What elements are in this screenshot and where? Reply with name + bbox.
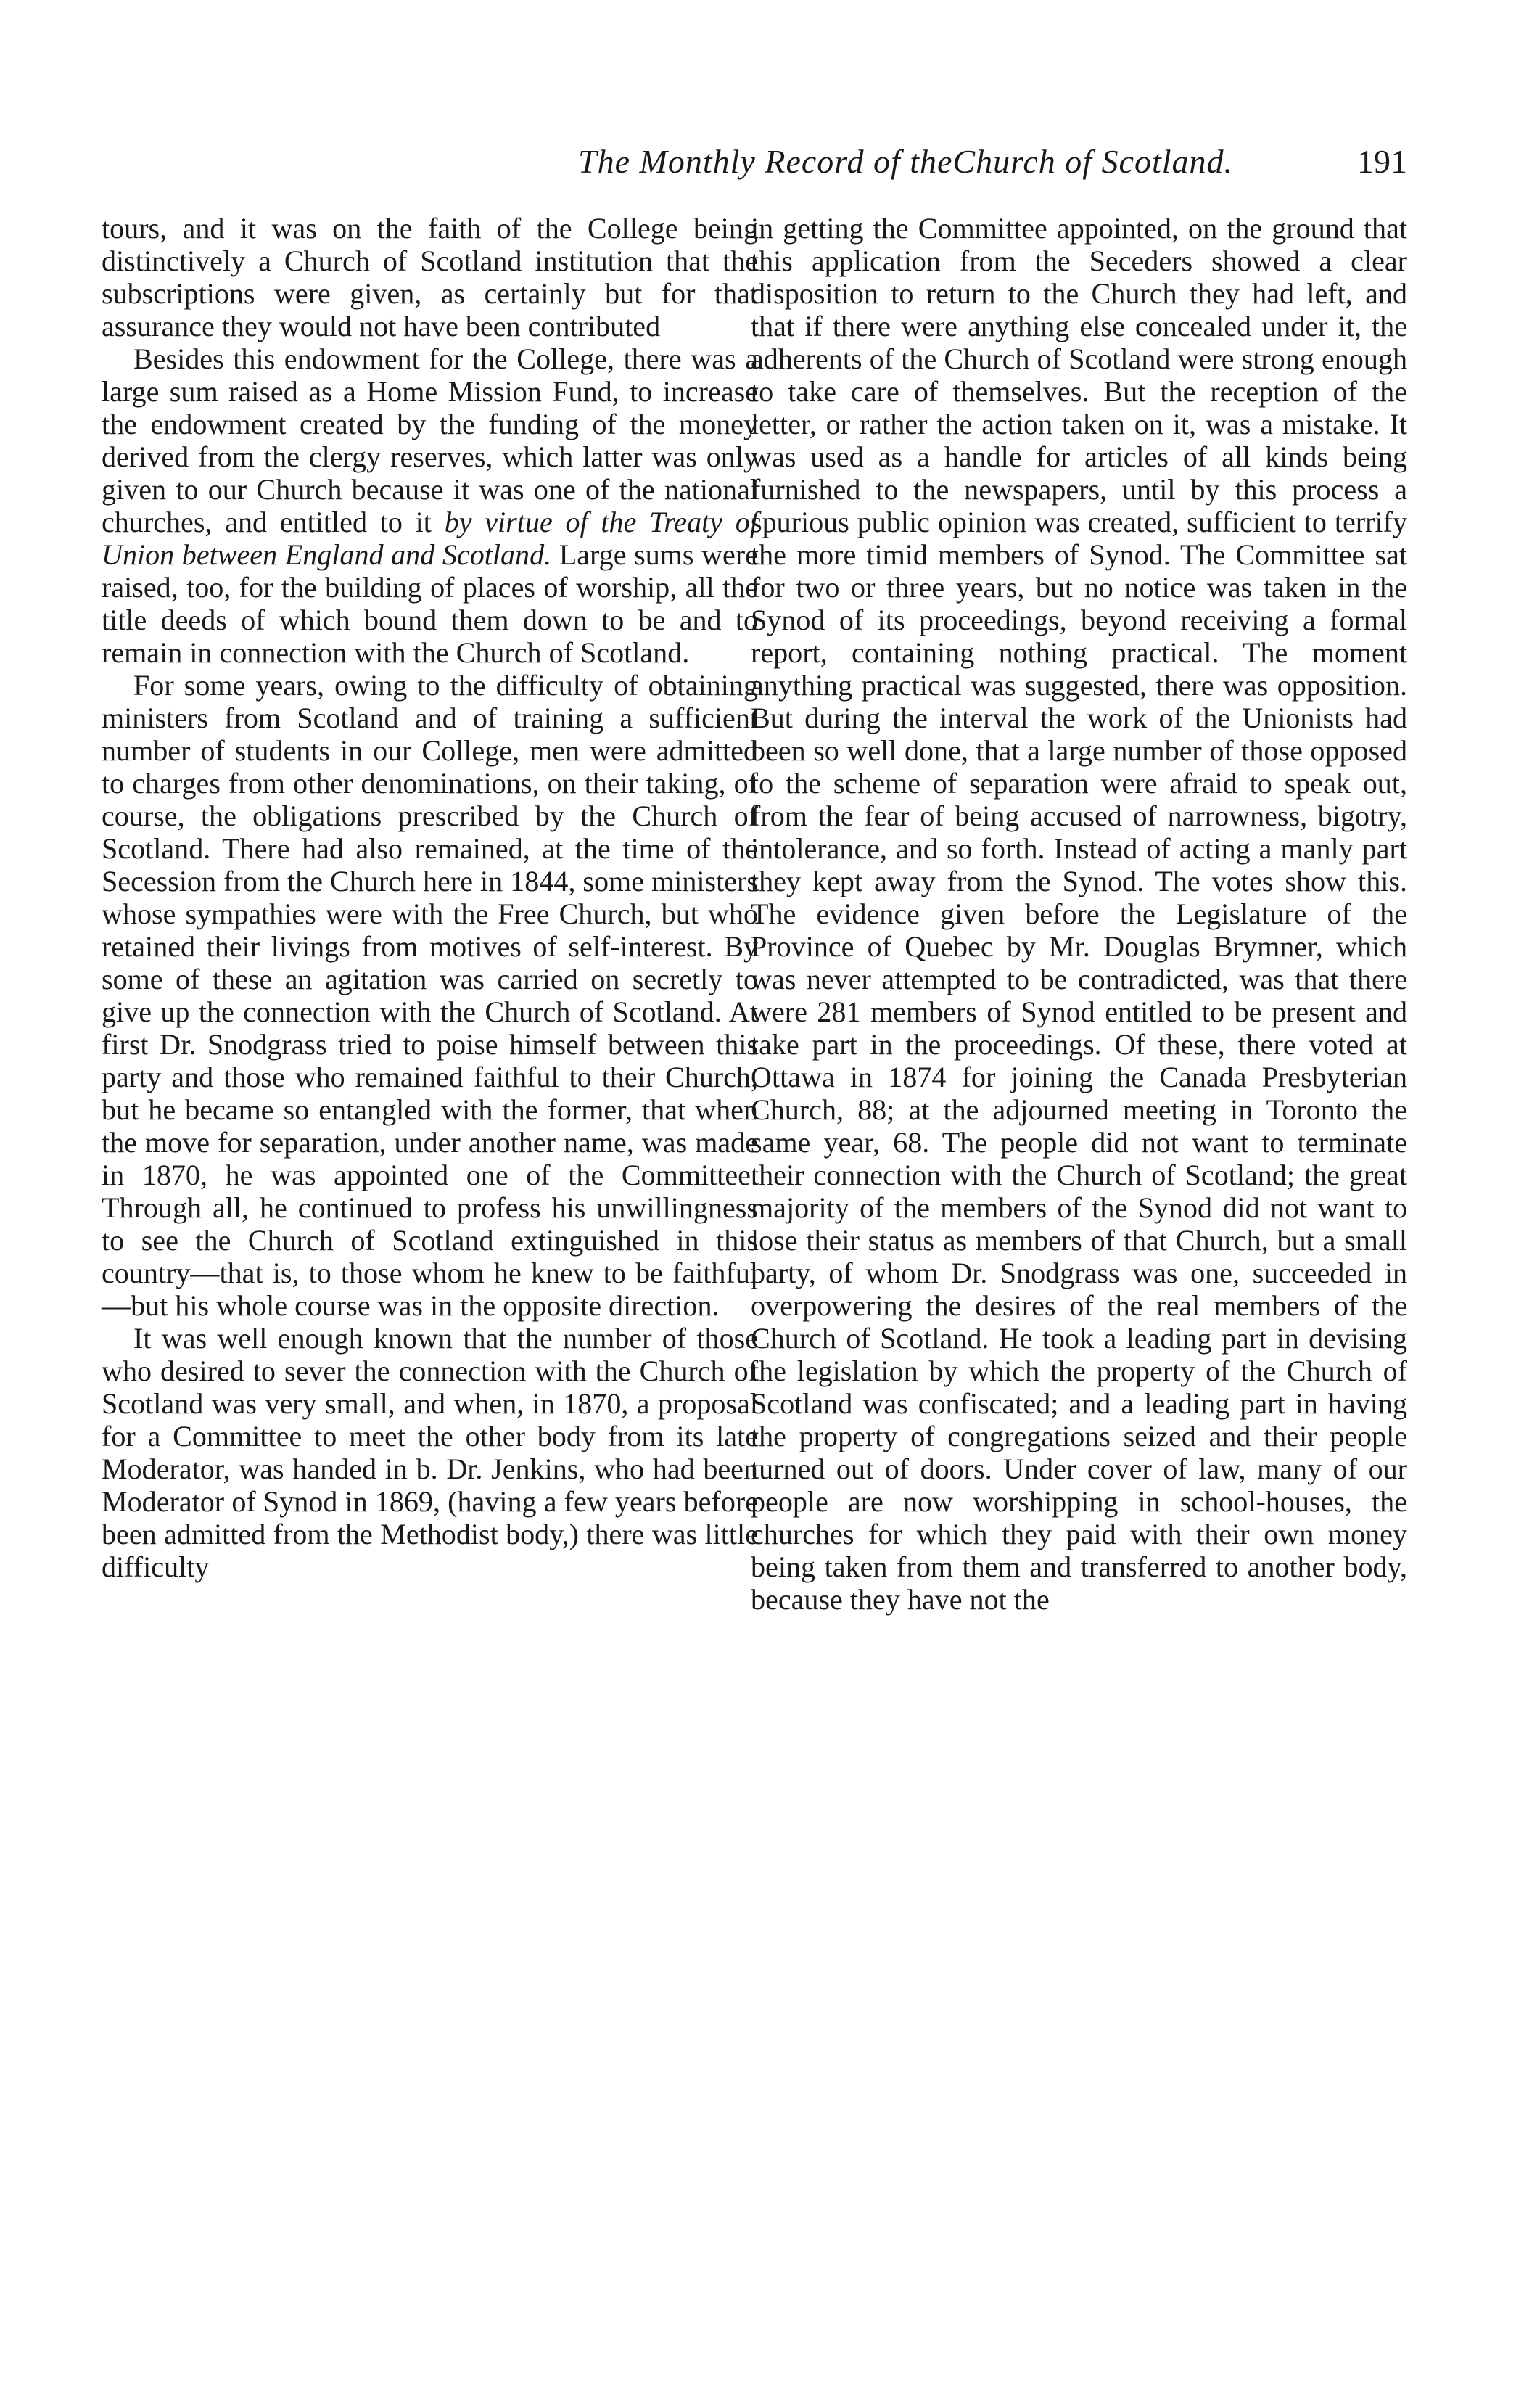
running-title: The Monthly Record of theChurch of Scotland. bbox=[578, 143, 1233, 180]
left-column bbox=[102, 212, 758, 1583]
paragraph-italic-text: by virtue of the Treaty of Union between England and Scotland. bbox=[102, 506, 758, 571]
page-number: 191 bbox=[1357, 143, 1407, 180]
paragraph: For some years, owing to the difficulty of obtaining ministers from Scotland and of training a sufficient number of students in our College, men were admitted to charges from other denominations, on their taking, of course, the obligations prescribed by the Church of Scotland. There had also remained, at the time of the Secession from the Church here in 1844, some ministers whose sympathies were with the Free Church, but who retained their livings from motives of self-interest. By some of these an agitation was carried on secretly to give up the connection with the Church of Scotland. At first Dr. Snodgrass tried to poise himself between this party and those who remained faithful to their Church, but he became so entangled with the former, that when the move for separation, under another name, was made in 1870, he was appointed one of the Committee. Through all, he continued to profess his unwillingness to see the Church of Scotland extinguished in this country—that is, to those whom he knew to be faithful —but his whole course was in the opposite direction. bbox=[102, 669, 758, 1322]
paragraph: in getting the Committee appointed, on the ground that this application from the Seceders showed a clear disposition to return to the Church they had left, and that if there were anything else concealed under it, the adherents of the Church of Scotland were strong enough to take care of themselves. But the reception of the letter, or rather the action taken on it, was a mistake. It was used as a handle for articles of all kinds being furnished to the newspapers, until by this process a spurious public opinion was created, sufficient to terrify the more timid members of Synod. The Committee sat for two or three years, but no notice was taken in the Synod of its proceedings, beyond receiving a formal report, containing nothing practical. The moment anything practical was suggested, there was opposition. But during the interval the work of the Unionists had been so well done, that a large number of those opposed to the scheme of separation were afraid to speak out, from the fear of being accused of narrowness, bigotry, intolerance, and so forth. Instead of acting a manly part they kept away from the Synod. The votes show this. The evidence given before the Legislature of the Province of Quebec by Mr. Douglas Brymner, which was never attempted to be contradicted, was that there were 281 members of Synod entitled to be present and take part in the proceedings. Of these, there voted at Ottawa in 1874 for joining the Canada Presbyterian Church, 88; at the adjourned meeting in Toronto the same year, 68. The people did not want to terminate their connection with the Church of Scotland; the great majority of the members of the Synod did not want to lose their status as members of that Church, but a small party, of whom Dr. Snodgrass was one, succeeded in overpowering the desires of the real members of the Church of Scotland. He took a leading part in devising the legislation by which the property of the Church of Scotland was confiscated; and a leading part in having the property of congregations seized and their people turned out of doors. Under cover of law, many of our people are now worshipping in school-houses, the churches for which they paid with their own money being taken from them and transferred to another body, because they have not the bbox=[751, 212, 1407, 1616]
right-column bbox=[751, 212, 1407, 1616]
paragraph: tours, and it was on the faith of the College being distinctively a Church of Scotland institution that the subscriptions were given, as certainly but for that assurance they would not have been contributed bbox=[102, 212, 758, 342]
paragraph: It was well enough known that the number of those who desired to sever the connection with the Church of Scotland was very small, and when, in 1870, a proposal for a Committee to meet the other body from its late Moderator, was handed in b. Dr. Jenkins, who had been Moderator of Synod in 1869, (having a few years before been admitted from the Methodist body,) there was little difficulty bbox=[102, 1322, 758, 1583]
paragraph-text: Large sums were raised, too, for the building of places of worship, all the title deeds of which bound them down to be and to remain in connection with the Church of Scotland. bbox=[102, 538, 758, 669]
paragraph-text: Besides this endowment for the College, there was a large sum raised as a Home Mission Fund, to increase the endowment created by the funding of the money derived from the clergy reserves, which latter was only given to our Church because it was one of the national churches, and entitled to it bbox=[102, 342, 758, 538]
paragraph bbox=[102, 342, 758, 669]
page-header bbox=[102, 142, 1407, 193]
